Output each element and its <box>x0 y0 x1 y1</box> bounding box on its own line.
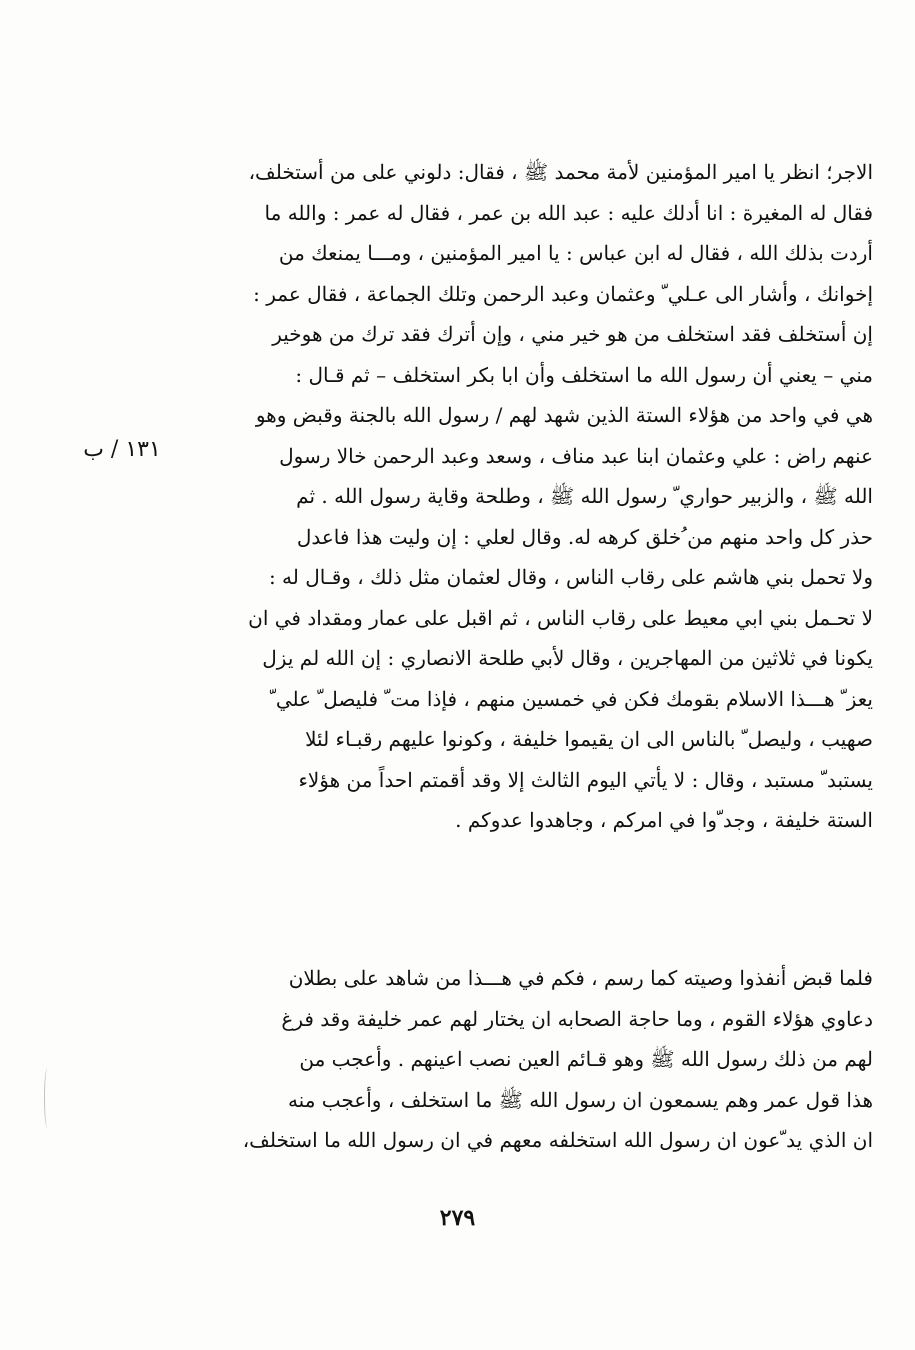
text-line: الله ﷺ ، والزبير حواري ّ رسول الله ﷺ ، وطلحة وقاية رسول الله . ثم <box>296 484 873 508</box>
text-line: إن أستخلف فقد استخلف من هو خير مني ، وإن أترك فقد ترك من هوخير <box>272 322 873 346</box>
text-line: يعز ّ هـــذا الاسلام بقومك فكن في خمسين منهم ، فإذا مت ّ فليصل ّ علي ّ <box>270 686 873 711</box>
text-line: يكونا في ثلاثين من المهاجرين ، وقال لأبي طلحة الانصاري : إن الله لم يزل <box>262 646 873 670</box>
text-line: صهيب ، وليصل ّ بالناس الى ان يقيموا خليفة ، وكونوا عليهم رقبـاء لئلا <box>305 727 873 751</box>
text-line: عنهم راض : علي وعثمان ابنا عبد مناف ، وسعد وعبد الرحمن خالا رسول <box>279 443 873 468</box>
text-line: مني – يعني أن رسول الله ما استخلف وأن ابا بكر استخلف – ثم قـال : <box>295 362 873 387</box>
text-line: يستبد ّ مستبد ، وقال : لا يأتي اليوم الثالث إلا وقد أقمتم احداً من هؤلاء <box>298 767 873 792</box>
text-line: أردت بذلك الله ، فقال له ابن عباس : يا امير المؤمنين ، ومـــا يمنعك من <box>278 241 873 265</box>
text-line: ان الذي يد ّعون ان رسول الله استخلفه معهم في ان رسول الله ما استخلف، <box>242 1128 873 1152</box>
text-line: هذا قول عمر وهم يسمعون ان رسول الله ﷺ ما استخلف ، وأعجب منه <box>287 1087 873 1112</box>
text-line: هي في واحد من هؤلاء الستة الذين شهد لهم / رسول الله بالجنة وقبض وهو <box>255 403 873 427</box>
text-line: الاجر؛ انظر يا امير المؤمنين لأمة محمد ﷺ ، فقال: دلوني على من أستخلف، <box>248 160 873 184</box>
paragraph-1 <box>201 152 873 841</box>
text-line: الستة خليفة ، وجد ّوا في امركم ، وجاهدوا عدوكم . <box>455 808 873 832</box>
text-line: لا تحـمل بني ابي معيط على رقاب الناس ، ثم اقبل على عمار ومقداد في ان <box>248 605 873 630</box>
margin-folio-note: ١٣١ / ب <box>83 437 161 462</box>
text-line: إخوانك ، وأشار الى عـلي ّ وعثمان وعبد الرحمن وتلك الجماعة ، فقال عمر : <box>253 281 873 306</box>
paragraph-2 <box>201 958 873 1161</box>
page-number: ٢٧٩ <box>439 1205 476 1231</box>
text-line: فقال له المغيرة : انا أدلك عليه : عبد الله بن عمر ، فقال له عمر : والله ما <box>264 200 873 225</box>
text-line: دعاوي هؤلاء القوم ، وما حاجة الصحابه ان يختار لهم عمر خليفة وقد فرغ <box>281 1006 873 1031</box>
text-line: حذر كل واحد منهم من ُخلق كرهه له. وقال لعلي : إن وليت هذا فاعدل <box>296 524 873 549</box>
text-line: فلما قبض أنفذوا وصيته كما رسم ، فكم في هـــذا من شاهد على بطلان <box>288 966 873 990</box>
scan-artifact-mark <box>44 1068 51 1128</box>
text-line: ولا تحمل بني هاشم على رقاب الناس ، وقال لعثمان مثل ذلك ، وقـال له : <box>268 565 873 589</box>
text-line: لهم من ذلك رسول الله ﷺ وهو قـائم العين نصب اعينهم . وأعجب من <box>299 1047 873 1071</box>
